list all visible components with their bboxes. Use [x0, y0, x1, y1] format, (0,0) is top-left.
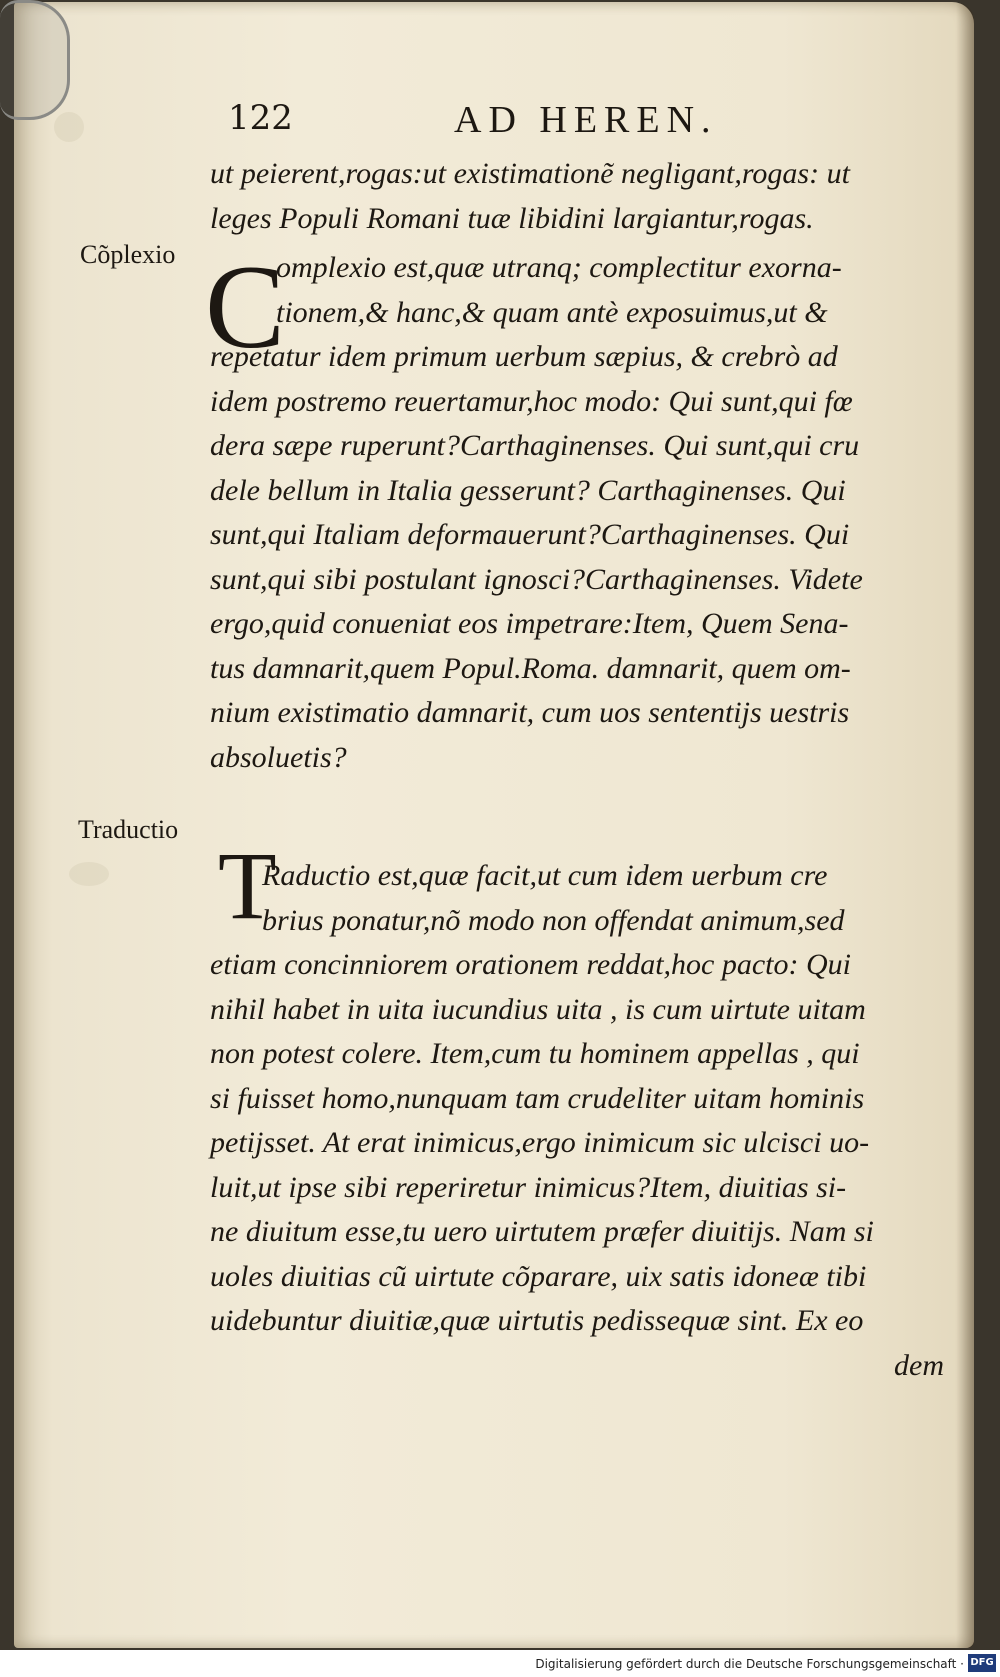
text-line: tionem,& hanc,& quam antè exposuimus,ut & [276, 295, 828, 329]
running-title: AD HEREN. [454, 99, 718, 141]
funding-credit: Digitalisierung gefördert durch die Deutsche Forschungsgemeinschaft · [535, 1657, 964, 1671]
text-line: dera sæpe ruperunt?Carthaginenses. Qui sunt,qui cru [210, 429, 860, 462]
text-line: si fuisset homo,nunquam tam crudeliter uitam hominis [210, 1081, 865, 1115]
catchword: dem [894, 1348, 944, 1382]
top-text-block [210, 152, 952, 241]
margin-note-complexio: Cõplexio [80, 240, 176, 269]
text-line: absoluetis? [210, 740, 347, 774]
text-line: nium existimatio damnarit, cum uos sententijs uestris [210, 696, 850, 729]
page-edge-shadow [956, 2, 974, 1648]
text-line: Raductio est,quæ facit,ut cum idem uerbum cre [262, 859, 828, 892]
text-line: repetatur idem primum uerbum sæpius, & crebrò ad [210, 340, 838, 373]
digitization-footer [0, 1650, 1000, 1677]
text-line: dele bellum in Italia gesserunt? Carthaginenses. Qui [210, 473, 846, 507]
drop-capital-c: C [205, 240, 286, 373]
text-line: non potest colere. Item,cum tu hominem appellas , qui [210, 1037, 860, 1070]
text-line: brius ponatur,nõ modo non offendat animum,sed [262, 903, 845, 937]
complexio-text-block [210, 246, 952, 780]
text-line: idem postremo reuertamur,hoc modo: Qui sunt,qui fœ [210, 384, 853, 418]
text-line: leges Populi Romani tuæ libidini largiantur,rogas. [210, 201, 814, 235]
text-line: ne diuitum esse,tu uero uirtutem præfer diuitijs. Nam si [210, 1215, 874, 1248]
text-line: uoles diuitias cũ uirtute cõparare, uix satis idoneæ tibi [210, 1259, 867, 1293]
binding-clasp [0, 0, 70, 120]
text-line: sunt,qui Italiam deformauerunt?Carthaginenses. Qui [210, 518, 850, 551]
text-line: petijsset. At erat inimicus,ergo inimicum sic ulcisci uo- [210, 1126, 870, 1159]
text-line: omplexio est,quæ utranq; complectitur exorna- [276, 251, 842, 284]
text-line: luit,ut ipse sibi reperiretur inimicus?Item, diuitias si- [210, 1170, 847, 1204]
page-header [228, 98, 928, 148]
text-line: nihil habet in uita iucundius uita , is cum uirtute uitam [210, 992, 866, 1026]
drop-capital-t: T [218, 832, 277, 939]
text-line: uidebuntur diuitiæ,quæ uirtutis pedissequæ sint. Ex eo [210, 1304, 864, 1337]
paper-stain [69, 862, 109, 886]
paper-stain [54, 112, 84, 142]
text-line: etiam concinniorem orationem reddat,hoc pacto: Qui [210, 948, 851, 981]
traductio-text-block [210, 854, 952, 1388]
text-line: ergo,quid conueniat eos impetrare:Item, Quem Sena- [210, 607, 849, 640]
text-line: sunt,qui sibi postulant ignosci?Carthaginenses. Videte [210, 562, 863, 596]
margin-note-traductio: Traductio [78, 815, 179, 844]
text-line: tus damnarit,quem Popul.Roma. damnarit, quem om- [210, 651, 851, 685]
page-number: 122 [228, 98, 293, 138]
dfg-logo-badge: DFG [968, 1654, 996, 1672]
text-line: ut peierent,rogas:ut existimationẽ negligant,rogas: ut [210, 157, 850, 190]
